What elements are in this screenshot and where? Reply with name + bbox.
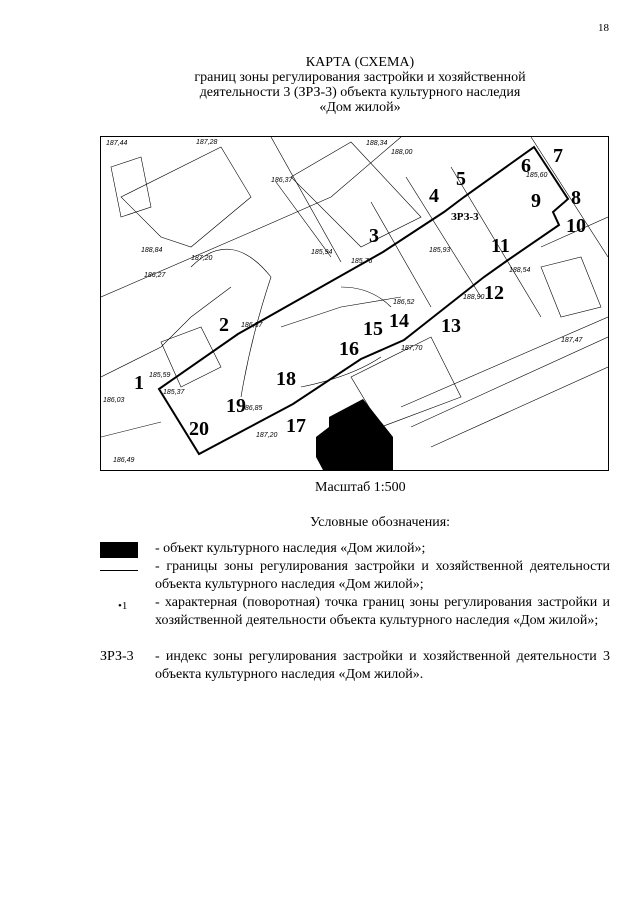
point-label: 14	[389, 310, 409, 332]
elevation: 188,00	[391, 149, 413, 156]
base-map-lines	[101, 137, 608, 447]
elevation: 185,59	[149, 372, 171, 379]
point-label: 9	[531, 190, 541, 212]
point-symbol: •1	[118, 600, 128, 612]
title-line: КАРТА (СХЕМА)	[305, 55, 415, 70]
elevation: 186,52	[393, 299, 415, 306]
point-label: 17	[286, 415, 306, 437]
elevation: 185,37	[163, 389, 185, 396]
title-line: «Дом жилой»	[319, 100, 401, 115]
map-scale: Масштаб 1:500	[315, 480, 406, 495]
elevation: 188,90	[463, 294, 485, 301]
point-label: 10	[566, 215, 586, 237]
point-label: 20	[189, 418, 209, 440]
elevation: 187,20	[191, 255, 213, 262]
elevation: 187,20	[256, 432, 278, 439]
point-label: 2	[219, 314, 229, 336]
point-label: 8	[571, 187, 581, 209]
elevation: 187,28	[196, 139, 218, 146]
legend-text: - границы зоны регулирования застройки и хозяйственной деятельности объекта культурного наследия «Дом жилой»;	[155, 559, 610, 592]
point-label: 16	[339, 338, 359, 360]
elevation: 188,84	[141, 247, 163, 254]
page-title	[160, 55, 560, 115]
legend-item-zone-index	[90, 648, 610, 683]
legend-text: - характерная (поворотная) точка границ зоны регулирования застройки и хозяйственной деятельности объекта культурного наследия «Дом жилой»;	[155, 595, 610, 628]
legend-item-heritage-object	[90, 540, 610, 558]
legend-heading: Условные обозначения:	[310, 515, 451, 530]
legend-item-turning-point	[90, 594, 610, 629]
zone-index-symbol: ЗРЗ-3	[100, 649, 134, 664]
point-label: 3	[369, 225, 379, 247]
title-line: деятельности 3 (ЗРЗ-3) объекта культурного наследия	[199, 85, 521, 100]
point-label: 15	[363, 318, 383, 340]
elevation: 186,27	[144, 272, 166, 279]
legend-item-zone-boundary	[90, 558, 610, 593]
boundary-points	[134, 145, 586, 440]
map-drawing	[101, 137, 608, 470]
elevation: 186,49	[113, 457, 135, 464]
elevation: 187,70	[401, 345, 423, 352]
title-line: границ зоны регулирования застройки и хозяйственной	[194, 70, 526, 85]
elevation: 185,94	[311, 249, 333, 256]
legend-text: - объект культурного наследия «Дом жилой»;	[155, 541, 426, 556]
elevation: 186,85	[241, 405, 263, 412]
zone-label: ЗРЗ-3	[451, 211, 479, 223]
page-number: 18	[598, 22, 609, 34]
elevation: 186,57	[241, 322, 263, 329]
elevation: 185,76	[351, 258, 373, 265]
line-symbol	[100, 570, 138, 571]
point-label: 18	[276, 368, 296, 390]
elevation: 185,93	[429, 247, 451, 254]
elevation: 188,54	[509, 267, 531, 274]
elevation: 187,47	[561, 337, 583, 344]
point-label: 6	[521, 155, 531, 177]
point-label: 7	[553, 145, 563, 167]
legend-text: - индекс зоны регулирования застройки и хозяйственной деятельности 3 объекта культурного наследия «Дом жилой».	[155, 649, 610, 682]
point-label: 19	[226, 395, 246, 417]
elevation: 186,37	[271, 177, 293, 184]
cultural-heritage-object	[316, 399, 393, 470]
point-label: 13	[441, 315, 461, 337]
point-label: 12	[484, 282, 504, 304]
elevation: 188,34	[366, 140, 388, 147]
point-label: 4	[429, 185, 439, 207]
elevation: 187,44	[106, 140, 128, 147]
elevation: 185,60	[526, 172, 548, 179]
point-label: 11	[491, 235, 510, 257]
point-label: 1	[134, 372, 144, 394]
point-label: 5	[456, 168, 466, 190]
site-map	[100, 136, 609, 471]
elevation: 186,03	[103, 397, 125, 404]
black-square-symbol	[100, 542, 138, 558]
